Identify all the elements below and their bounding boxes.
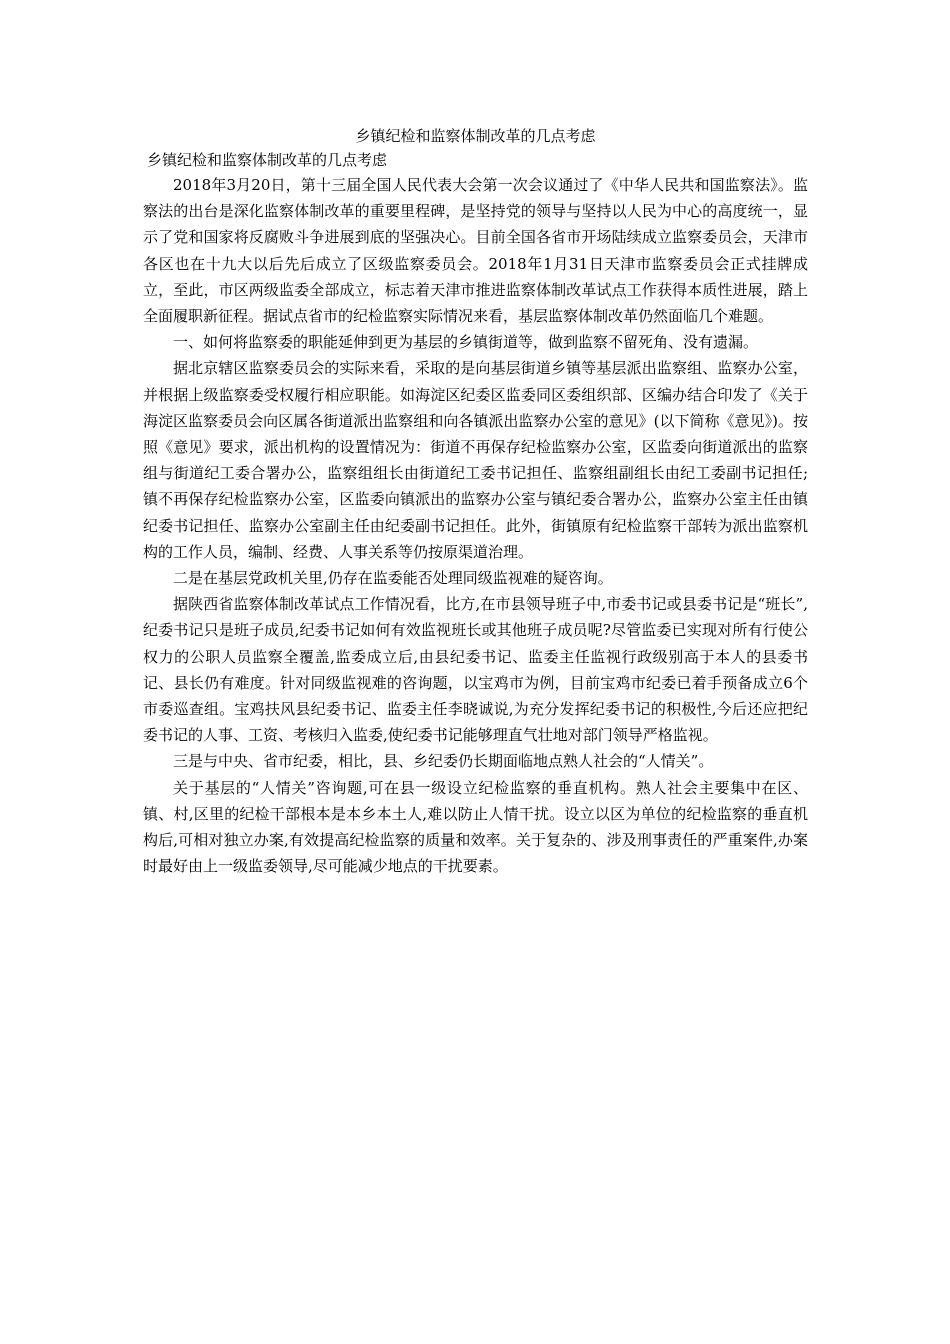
document-title: 乡镇纪检和监察体制改革的几点考虑	[355, 127, 596, 145]
paragraph-vertical-institution: 关于基层的“人情关”咨询题,可在县一级设立纪检监察的垂直机构。熟人社会主要集中在区、镇、村,区里的纪检干部根本是本乡本土人,难以防止人情干扰。设立以区为单位的纪检监察的垂直机构后,可相对独立办案,有效提高纪检监察的质量和效率。关于复杂的、涉及刑事责任的严重案件,办案时最好由上一级监委领导,尽可能减少地点的干扰要素。	[143, 778, 808, 876]
document-page	[143, 126, 808, 879]
paragraph-issue-one-heading: 一、如何将监察委的职能延伸到更为基层的乡镇街道等，做到监察不留死角、没有遗漏。	[173, 333, 759, 352]
paragraph-issue-three-heading: 三是与中央、省市纪委，相比，县、乡纪委仍长期面临地点熟人社会的“人情关”。	[173, 752, 714, 771]
paragraph-beijing-practice: 据北京辖区监察委员会的实际来看，采取的是向基层街道乡镇等基层派出监察组、监察办公室，并根据上级监察委受权履行相应职能。如海淀区纪委区监委同区委组织部、区编办结合印发了《关于海淀区监察委员会向区属各街道派出监察组和向各镇派出监察办公室的意见》(以下简称《意见》)。按照《意见》要求，派出机构的设置情况为：街道不再保存纪检监察办公室，区监委向街道派出的监察组与街道纪工委合署办公，监察组组长由街道纪工委书记担任、监察组副组长由纪工委副书记担任;镇不再保存纪检监察办公室，区监委向镇派出的监察办公室与镇纪委合署办公，监察办公室主任由镇纪委书记担任、监察办公室副主任由纪委副书记担任。此外，街镇原有纪检监察干部转为派出监察机构的工作人员，编制、经费、人事关系等仍按原渠道治理。	[143, 359, 808, 561]
paragraph-shaanxi-practice: 据陕西省监察体制改革试点工作情况看，比方,在市县领导班子中,市委书记或县委书记是“班长”,纪委书记只是班子成员,纪委书记如何有效监视班长或其他班子成员呢?尽管监委已实现对所有行使公权力的公职人员监察全覆盖,监委成立后,由县纪委书记、监委主任监视行政级别高于本人的县委书记、县长仍有难度。针对同级监视难的咨询题，以宝鸡市为例，目前宝鸡市纪委已着手预备成立6个市委巡查组。宝鸡扶风县纪委书记、监委主任李晓诚说,为充分发挥纪委书记的积极性,今后还应把纪委书记的人事、工资、考核归入监委,使纪委书记能够理直气壮地对部门领导严格监视。	[143, 595, 808, 745]
paragraph-issue-two-heading: 二是在基层党政机关里,仍存在监委能否处理同级监视难的疑咨询。	[173, 569, 613, 588]
paragraph-intro: 2018年3月20日，第十三届全国人民代表大会第一次会议通过了《中华人民共和国监察法》。监察法的出台是深化监察体制改革的重要里程碑，是坚持党的领导与坚持以人民为中心的高度统一，显示了党和国家将反腐败斗争进展到底的坚强决心。目前全国各省市开场陆续成立监察委员会，天津市各区也在十九大以后先后成立了区级监察委员会。2018年1月31日天津市监察委员会正式挂牌成立，至此，市区两级监委全部成立，标志着天津市推进监察体制改革试点工作获得本质性进展，踏上全面履职新征程。据试点省市的纪检监察实际情况来看，基层监察体制改革仍然面临几个难题。	[143, 176, 808, 326]
document-subtitle: 乡镇纪检和监察体制改革的几点考虑	[147, 151, 388, 169]
document-body	[143, 172, 808, 879]
